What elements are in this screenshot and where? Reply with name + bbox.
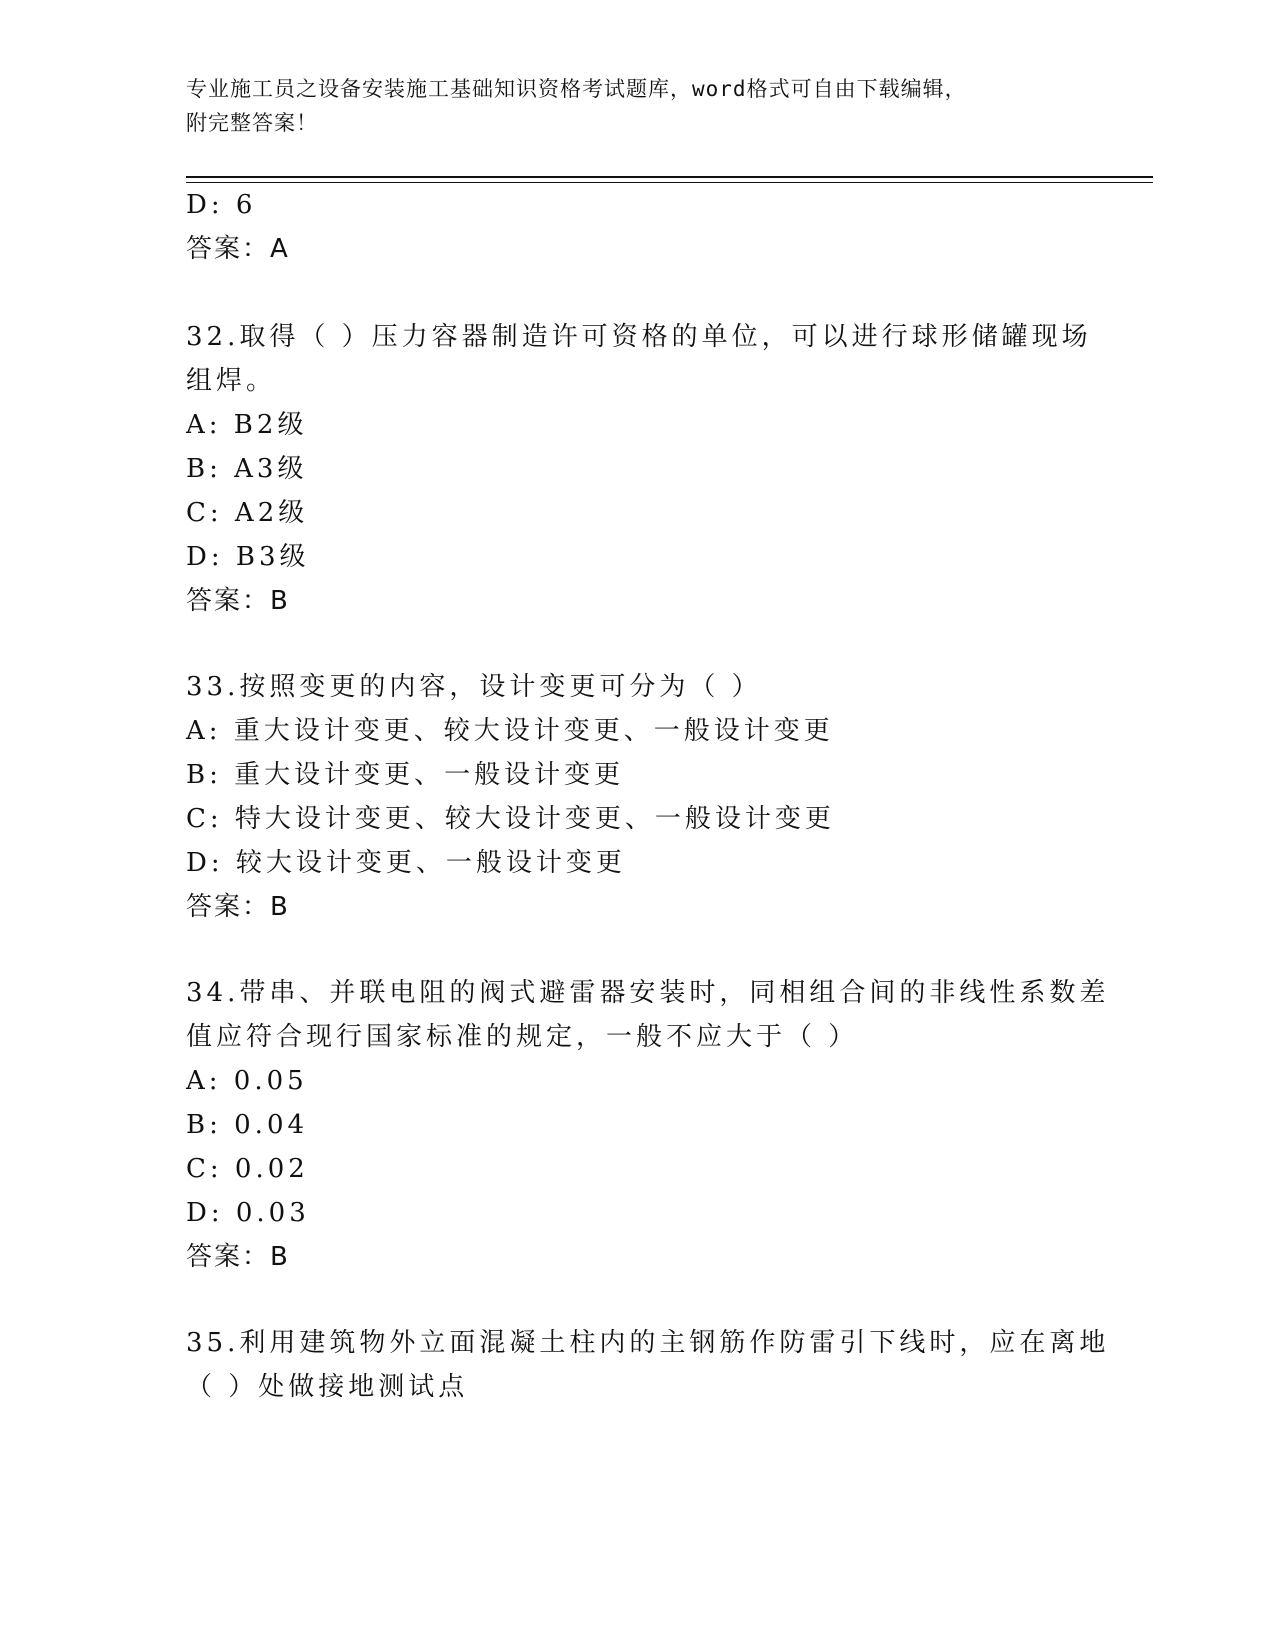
question-32-option-c: C: A2级 [186,498,309,528]
question-33-option-b: B: 重大设计变更、一般设计变更 [186,760,625,790]
question-32-option-a: A: B2级 [186,410,308,440]
header-divider-thick [186,176,1153,178]
question-33-answer: 答案：B [186,892,290,922]
question-34-stem-cont: 值应符合现行国家标准的规定，一般不应大于（ ） [186,1022,859,1052]
question-32-answer: 答案：B [186,586,290,616]
answer-label: 答案：A [186,234,290,264]
question-33-option-a: A: 重大设计变更、较大设计变更、一般设计变更 [186,716,834,746]
question-32-option-b: B: A3级 [186,454,308,484]
question-33-option-d: D: 较大设计变更、一般设计变更 [186,848,626,878]
question-34-option-d: D: 0.03 [186,1198,310,1228]
option-d: D: 6 [186,190,257,220]
question-34-answer: 答案：B [186,1242,290,1272]
question-32-stem: 32.取得（ ）压力容器制造许可资格的单位，可以进行球形储罐现场 [186,322,1092,352]
question-34-option-b: B: 0.04 [186,1110,309,1140]
header-line-2: 附完整答案！ [186,111,318,135]
question-35-stem-cont: （ ）处做接地测试点 [186,1372,469,1402]
question-35-stem: 35.利用建筑物外立面混凝土柱内的主钢筋作防雷引下线时，应在离地 [186,1328,1110,1358]
question-33-option-c: C: 特大设计变更、较大设计变更、一般设计变更 [186,804,835,834]
question-34-option-c: C: 0.02 [186,1154,309,1184]
header-divider-thin [186,182,1153,183]
question-32-stem-cont: 组焊。 [186,366,277,396]
question-34-option-a: A: 0.05 [186,1066,308,1096]
question-34-stem: 34.带串、并联电阻的阀式避雷器安装时，同相组合间的非线性系数差 [186,978,1110,1008]
header-line-1: 专业施工员之设备安装施工基础知识资格考试题库，word格式可自由下载编辑， [186,77,967,101]
question-32-option-d: D: B3级 [186,542,310,572]
document-header [186,72,1086,140]
question-33-stem: 33.按照变更的内容，设计变更可分为（ ） [186,672,762,702]
